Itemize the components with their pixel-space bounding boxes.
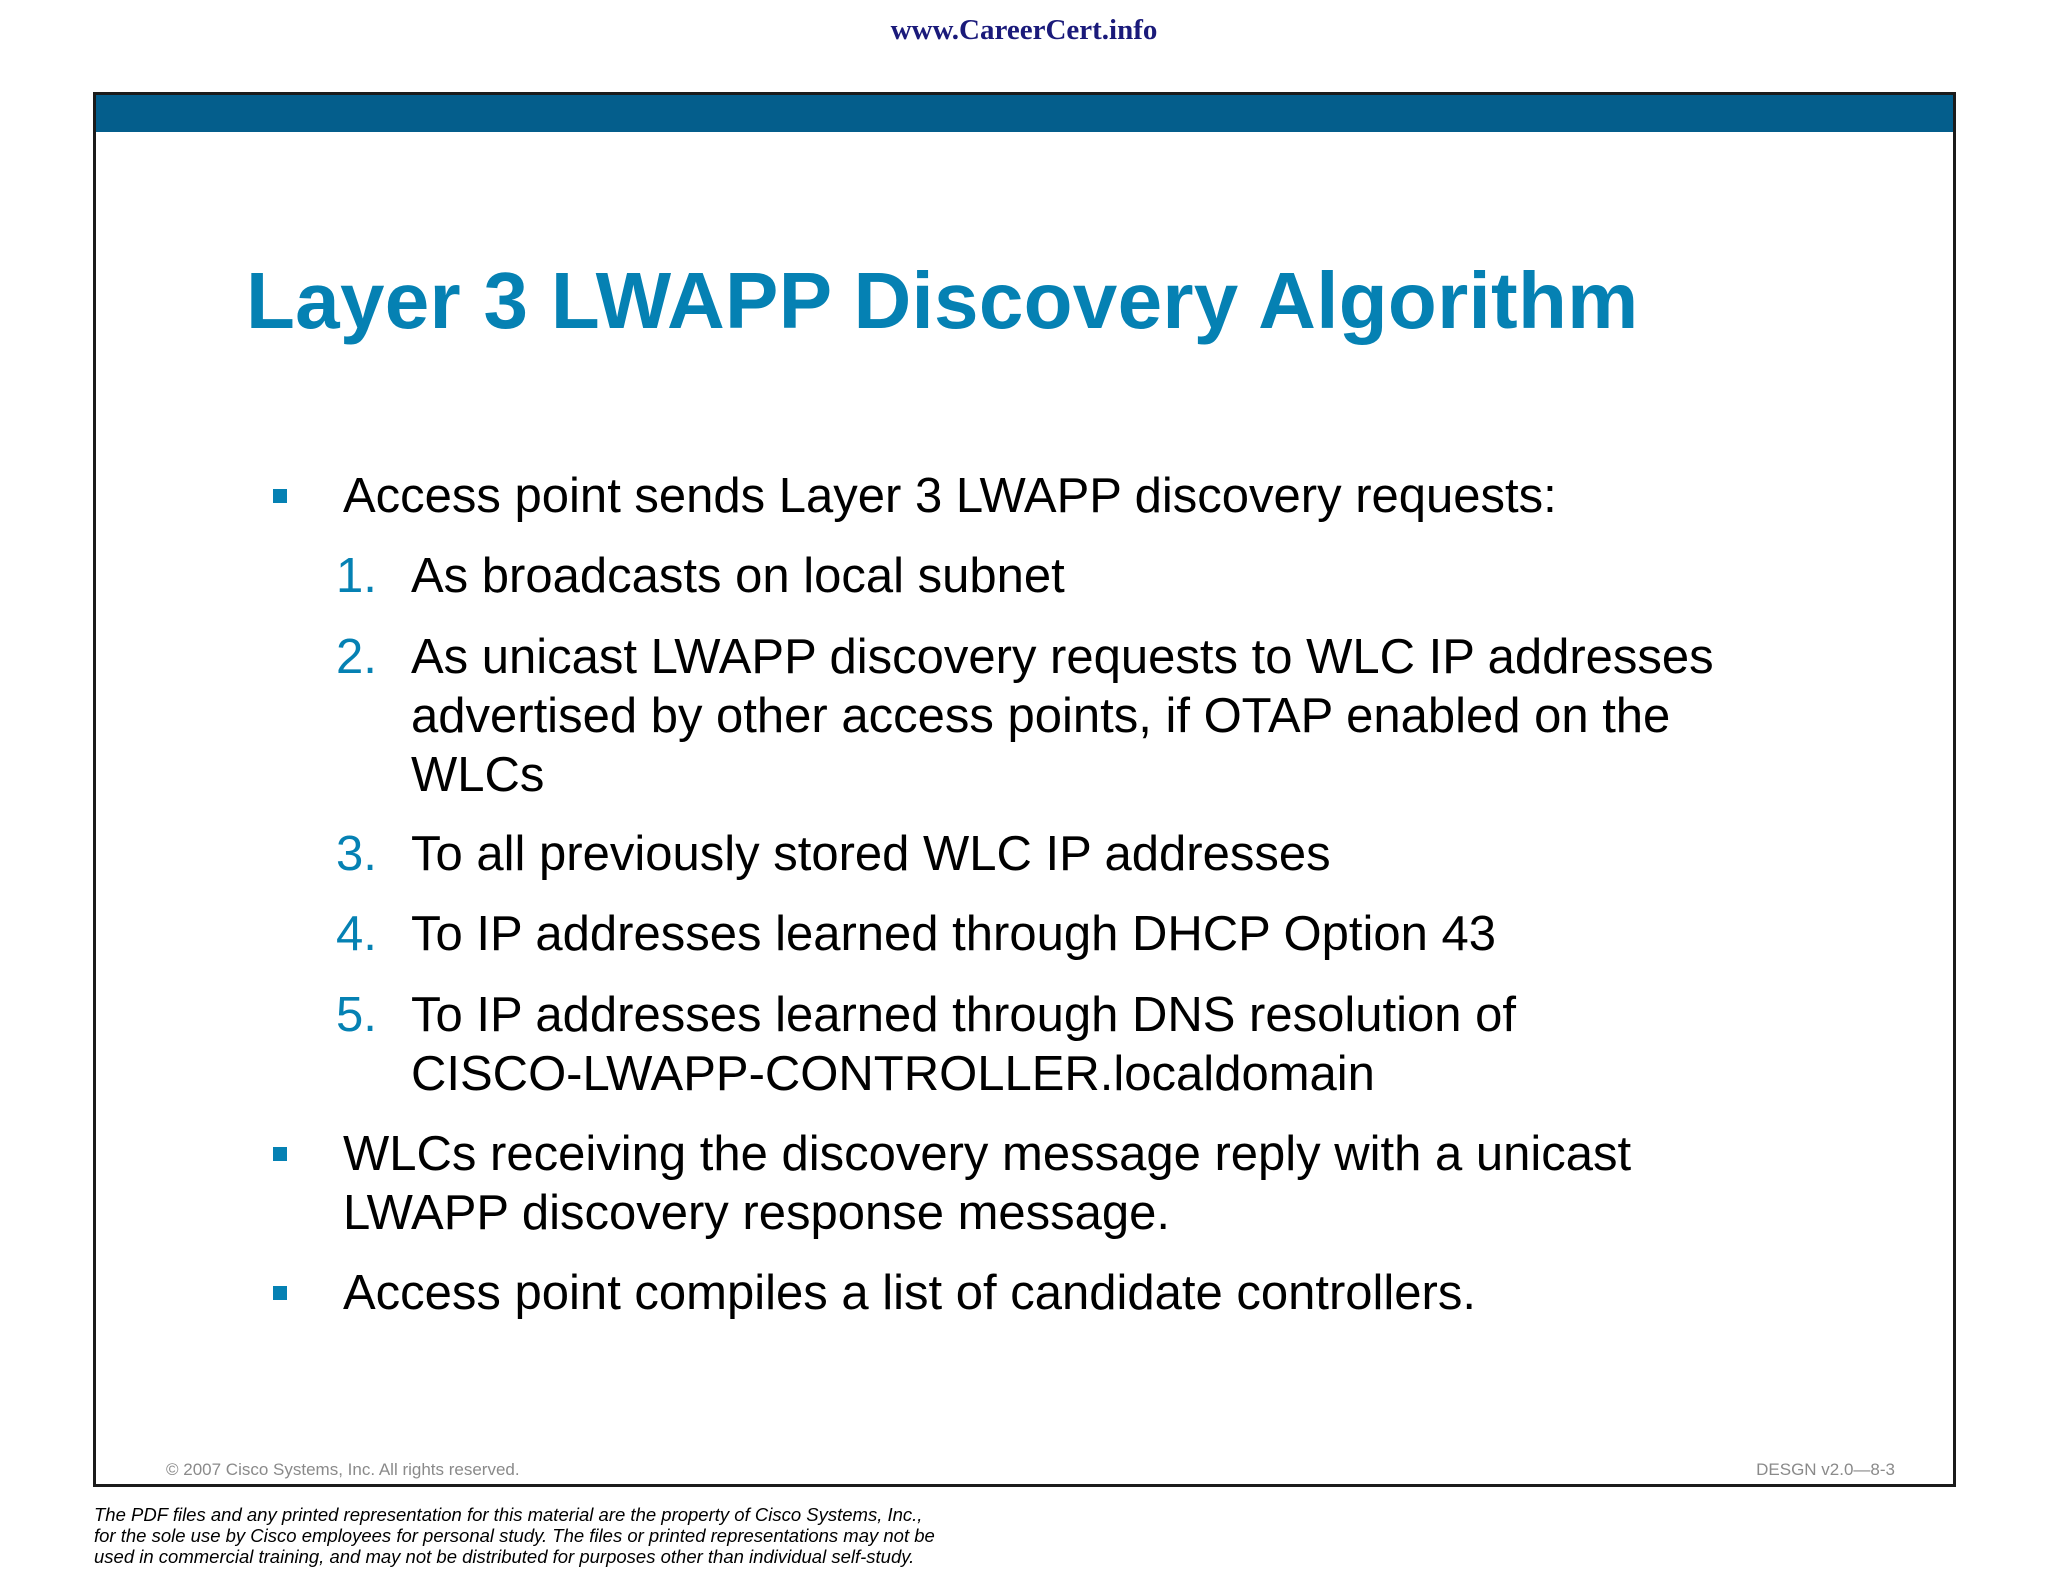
item-number: 5.: [336, 988, 377, 1042]
item-text: To all previously stored WLC IP addresses: [411, 827, 1331, 881]
item-text: To IP addresses learned through DHCP Option 43: [411, 907, 1497, 961]
item-text: CISCO-LWAPP-CONTROLLER.localdomain: [411, 1047, 1375, 1101]
item-text: As unicast LWAPP discovery requests to WLC IP addresses: [411, 630, 1714, 684]
disclaimer-line: used in commercial training, and may not be distributed for purposes other than individual self-study.: [94, 1546, 915, 1567]
slide-content: [96, 95, 1953, 1484]
bullet-square-icon: [273, 1147, 287, 1161]
item-number: 3.: [336, 827, 377, 881]
item-number: 1.: [336, 549, 377, 603]
item-number: 2.: [336, 630, 377, 684]
item-number: 4.: [336, 907, 377, 961]
bullet-square-icon: [273, 489, 287, 503]
item-text: To IP addresses learned through DNS resolution of: [411, 988, 1516, 1042]
copyright-footer: © 2007 Cisco Systems, Inc. All rights reserved.: [166, 1460, 520, 1479]
item-text: As broadcasts on local subnet: [411, 549, 1065, 603]
header-url: www.CareerCert.info: [890, 14, 1158, 46]
item-text: WLCs: [411, 748, 545, 802]
item-text: advertised by other access points, if OTAP enabled on the: [411, 689, 1671, 743]
course-id-footer: DESGN v2.0—8-3: [1756, 1460, 1895, 1479]
bullet-text: WLCs receiving the discovery message reply with a unicast: [343, 1127, 1632, 1181]
bullet-text: Access point compiles a list of candidate controllers.: [343, 1266, 1476, 1320]
slide-title: Layer 3 LWAPP Discovery Algorithm: [246, 256, 1639, 345]
disclaimer-line: The PDF files and any printed representation for this material are the property of Cisco Systems, Inc.,: [94, 1504, 923, 1525]
slide: [93, 92, 1956, 1487]
bullet-text: LWAPP discovery response message.: [343, 1186, 1171, 1240]
bullet-text: Access point sends Layer 3 LWAPP discovery requests:: [343, 469, 1557, 523]
disclaimer: [94, 1504, 935, 1567]
bullet-square-icon: [273, 1286, 287, 1300]
disclaimer-line: for the sole use by Cisco employees for personal study. The files or printed representations may not be: [94, 1525, 935, 1546]
